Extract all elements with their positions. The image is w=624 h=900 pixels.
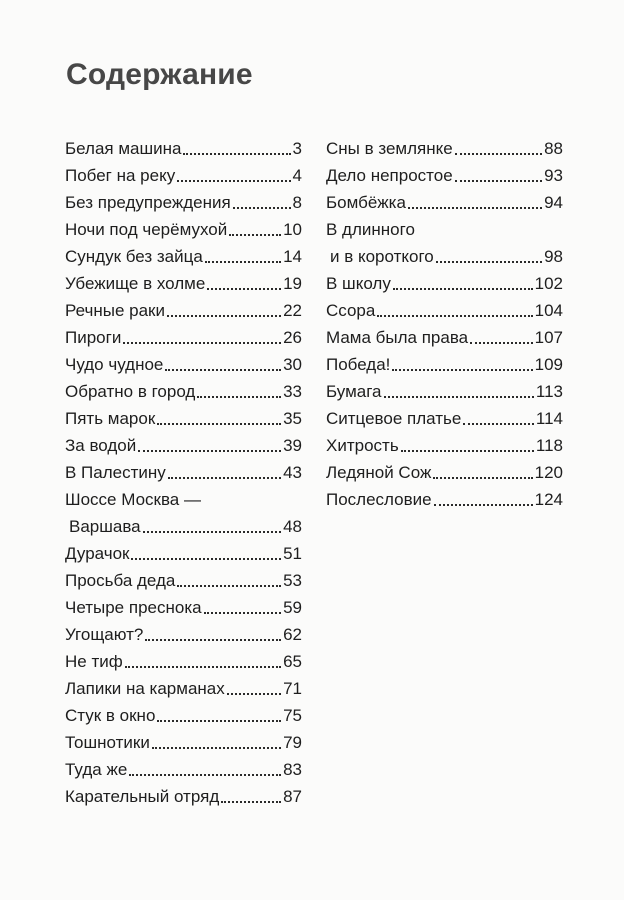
toc-entry[interactable]: [65, 648, 302, 675]
toc-entry[interactable]: [326, 189, 563, 216]
toc-entry[interactable]: [65, 324, 302, 351]
dot-leader: [125, 666, 281, 668]
toc-column-left: [65, 135, 302, 810]
toc-entry-page: 93: [544, 166, 563, 185]
toc-entry-page: 94: [544, 193, 563, 212]
toc-entry-title: Без предупреждения: [65, 193, 231, 212]
toc-entry[interactable]: [326, 162, 563, 189]
toc-entry[interactable]: [65, 675, 302, 702]
toc-entry-title: Бумага: [326, 382, 382, 401]
toc-entry-page: 10: [283, 220, 302, 239]
dot-leader: [165, 369, 281, 371]
toc-entry-title: Четыре преснока: [65, 598, 202, 617]
toc-entry-title: Пять марок: [65, 409, 156, 428]
toc-entry[interactable]: [65, 378, 302, 405]
toc-entry[interactable]: [326, 459, 563, 486]
dot-leader: [138, 450, 281, 452]
dot-leader: [157, 720, 281, 722]
dot-leader: [455, 153, 542, 155]
dot-leader: [433, 477, 532, 479]
toc-entry[interactable]: [65, 270, 302, 297]
dot-leader: [221, 801, 281, 803]
toc-entry-page: 30: [283, 355, 302, 374]
toc-entry-page: 109: [534, 355, 563, 374]
toc-entry-page: 98: [544, 247, 563, 266]
dot-leader: [227, 693, 281, 695]
dot-leader: [177, 585, 281, 587]
toc-entry-title-continued: и в короткого: [330, 247, 434, 266]
toc-entry-title: Убежище в холме: [65, 274, 206, 293]
toc-entry-title: Шоссе Москва —: [65, 490, 201, 509]
dot-leader: [455, 180, 542, 182]
toc-entry[interactable]: [326, 135, 563, 162]
toc-entry-title: Бомбёжка: [326, 193, 406, 212]
dot-leader: [167, 315, 281, 317]
dot-leader: [377, 315, 532, 317]
dot-leader: [229, 234, 281, 236]
toc-entry-page: 88: [544, 139, 563, 158]
toc-entry[interactable]: [326, 297, 563, 324]
dot-leader: [131, 558, 281, 560]
toc-entry-title: Угощают?: [65, 625, 144, 644]
toc-entry-title: Ситцевое платье: [326, 409, 462, 428]
toc-entry[interactable]: [65, 459, 302, 486]
toc-entry-page: 22: [283, 301, 302, 320]
toc-entry-page: 19: [283, 274, 302, 293]
dot-leader: [123, 342, 281, 344]
dot-leader: [204, 612, 281, 614]
toc-entry-page: 104: [534, 301, 563, 320]
toc-entry-page: 107: [534, 328, 563, 347]
toc-entry-title: Дело непростое: [326, 166, 453, 185]
toc-entry-title: Побег на реку: [65, 166, 176, 185]
toc-entry-title: Обратно в город: [65, 382, 196, 401]
toc-entry-page: 14: [283, 247, 302, 266]
toc-entry-page: 62: [283, 625, 302, 644]
toc-entry-page: 26: [283, 328, 302, 347]
dot-leader: [129, 774, 281, 776]
toc-entry[interactable]: [65, 189, 302, 216]
toc-entry-title: Пироги: [65, 328, 122, 347]
dot-leader: [197, 396, 281, 398]
dot-leader: [143, 531, 281, 533]
toc-entry-page: 35: [283, 409, 302, 428]
toc-entry[interactable]: [326, 378, 563, 405]
toc-entry-page: 8: [292, 193, 302, 212]
toc-entry-page: 71: [283, 679, 302, 698]
toc-entry[interactable]: [65, 162, 302, 189]
toc-entry-title: Мама была права: [326, 328, 469, 347]
toc-entry-title: Туда же: [65, 760, 128, 779]
toc-entry-page: 83: [283, 760, 302, 779]
toc-entry-page: 87: [283, 787, 302, 806]
toc-entry[interactable]: [65, 702, 302, 729]
toc-entry[interactable]: [65, 351, 302, 378]
toc-entry-page: 48: [283, 517, 302, 536]
toc-entry[interactable]: [65, 297, 302, 324]
toc-entry-page: 4: [292, 166, 302, 185]
toc-entry-title: Сундук без зайца: [65, 247, 203, 266]
toc-entry[interactable]: [65, 729, 302, 756]
dot-leader: [207, 288, 281, 290]
toc-entry[interactable]: [65, 783, 302, 810]
toc-entry[interactable]: [326, 216, 563, 270]
dot-leader: [145, 639, 281, 641]
toc-entry-page: 33: [283, 382, 302, 401]
dot-leader: [183, 153, 290, 155]
toc-entry[interactable]: [65, 135, 302, 162]
toc-entry-title: Лапики на карманах: [65, 679, 225, 698]
toc-entry-title: Послесловие: [326, 490, 432, 509]
toc-entry-title: Просьба деда: [65, 571, 176, 590]
toc-entry[interactable]: [326, 432, 563, 459]
toc-entry-page: 53: [283, 571, 302, 590]
toc-entry-title: Ледяной Сож: [326, 463, 432, 482]
toc-entry-title: Белая машина: [65, 139, 182, 158]
toc-entry-title: Тошнотики: [65, 733, 150, 752]
toc-entry[interactable]: [326, 351, 563, 378]
toc-entry-page: 75: [283, 706, 302, 725]
toc-entry-page: 124: [534, 490, 563, 509]
toc-entry-title: Сны в землянке: [326, 139, 453, 158]
toc-entry[interactable]: [65, 486, 302, 540]
dot-leader: [463, 423, 534, 425]
dot-leader: [401, 450, 534, 452]
toc-entry-title: Речные раки: [65, 301, 165, 320]
dot-leader: [177, 180, 290, 182]
dot-leader: [436, 261, 542, 263]
dot-leader: [470, 342, 532, 344]
dot-leader: [392, 369, 532, 371]
toc-entry[interactable]: [65, 540, 302, 567]
toc-entry-title: В Палестину: [65, 463, 166, 482]
toc-entry[interactable]: [326, 486, 563, 513]
toc-entry-title-continued: Варшава: [69, 517, 141, 536]
toc-entry-title: Карательный отряд: [65, 787, 220, 806]
toc-entry-title: Победа!: [326, 355, 391, 374]
toc-entry-page: 113: [535, 382, 563, 401]
toc-entry[interactable]: [65, 567, 302, 594]
dot-leader: [384, 396, 534, 398]
toc-entry[interactable]: [65, 405, 302, 432]
dot-leader: [157, 423, 281, 425]
toc-entry-title: За водой: [65, 436, 137, 455]
toc-entry[interactable]: [65, 432, 302, 459]
dot-leader: [393, 288, 533, 290]
toc-entry-page: 102: [534, 274, 563, 293]
toc-entry-title: Хитрость: [326, 436, 399, 455]
toc-entry-title: В длинного: [326, 220, 415, 239]
toc-entry[interactable]: [65, 243, 302, 270]
dot-leader: [408, 207, 542, 209]
toc-entry-page: 120: [534, 463, 563, 482]
toc-entry[interactable]: [326, 324, 563, 351]
toc-entry-title: Стук в окно: [65, 706, 156, 725]
toc-entry-title: Чудо чудное: [65, 355, 164, 374]
toc-entry-title: Ночи под черёмухой: [65, 220, 228, 239]
toc-entry-page: 3: [292, 139, 302, 158]
toc-entry-title: Дурачок: [65, 544, 130, 563]
toc-entry-page: 39: [283, 436, 302, 455]
toc-entry-title: Ссора: [326, 301, 376, 320]
toc-entry-page: 59: [283, 598, 302, 617]
toc-entry[interactable]: [65, 756, 302, 783]
toc-entry[interactable]: [326, 270, 563, 297]
toc-entry[interactable]: [65, 216, 302, 243]
dot-leader: [233, 207, 291, 209]
dot-leader: [205, 261, 281, 263]
toc-entry-page: 43: [283, 463, 302, 482]
dot-leader: [434, 504, 533, 506]
toc-entry[interactable]: [65, 594, 302, 621]
toc-entry-page: 51: [283, 544, 302, 563]
toc-entry-page: 118: [535, 436, 563, 455]
page-title: Содержание: [66, 58, 253, 91]
toc-entry[interactable]: [326, 405, 563, 432]
toc-column-right: [326, 135, 563, 513]
toc-entry-page: 114: [535, 409, 563, 428]
dot-leader: [152, 747, 281, 749]
dot-leader: [168, 477, 281, 479]
toc-entry-title: В школу: [326, 274, 391, 293]
toc-entry-page: 79: [283, 733, 302, 752]
toc-entry-page: 65: [283, 652, 302, 671]
toc-entry[interactable]: [65, 621, 302, 648]
toc-entry-title: Не тиф: [65, 652, 123, 671]
